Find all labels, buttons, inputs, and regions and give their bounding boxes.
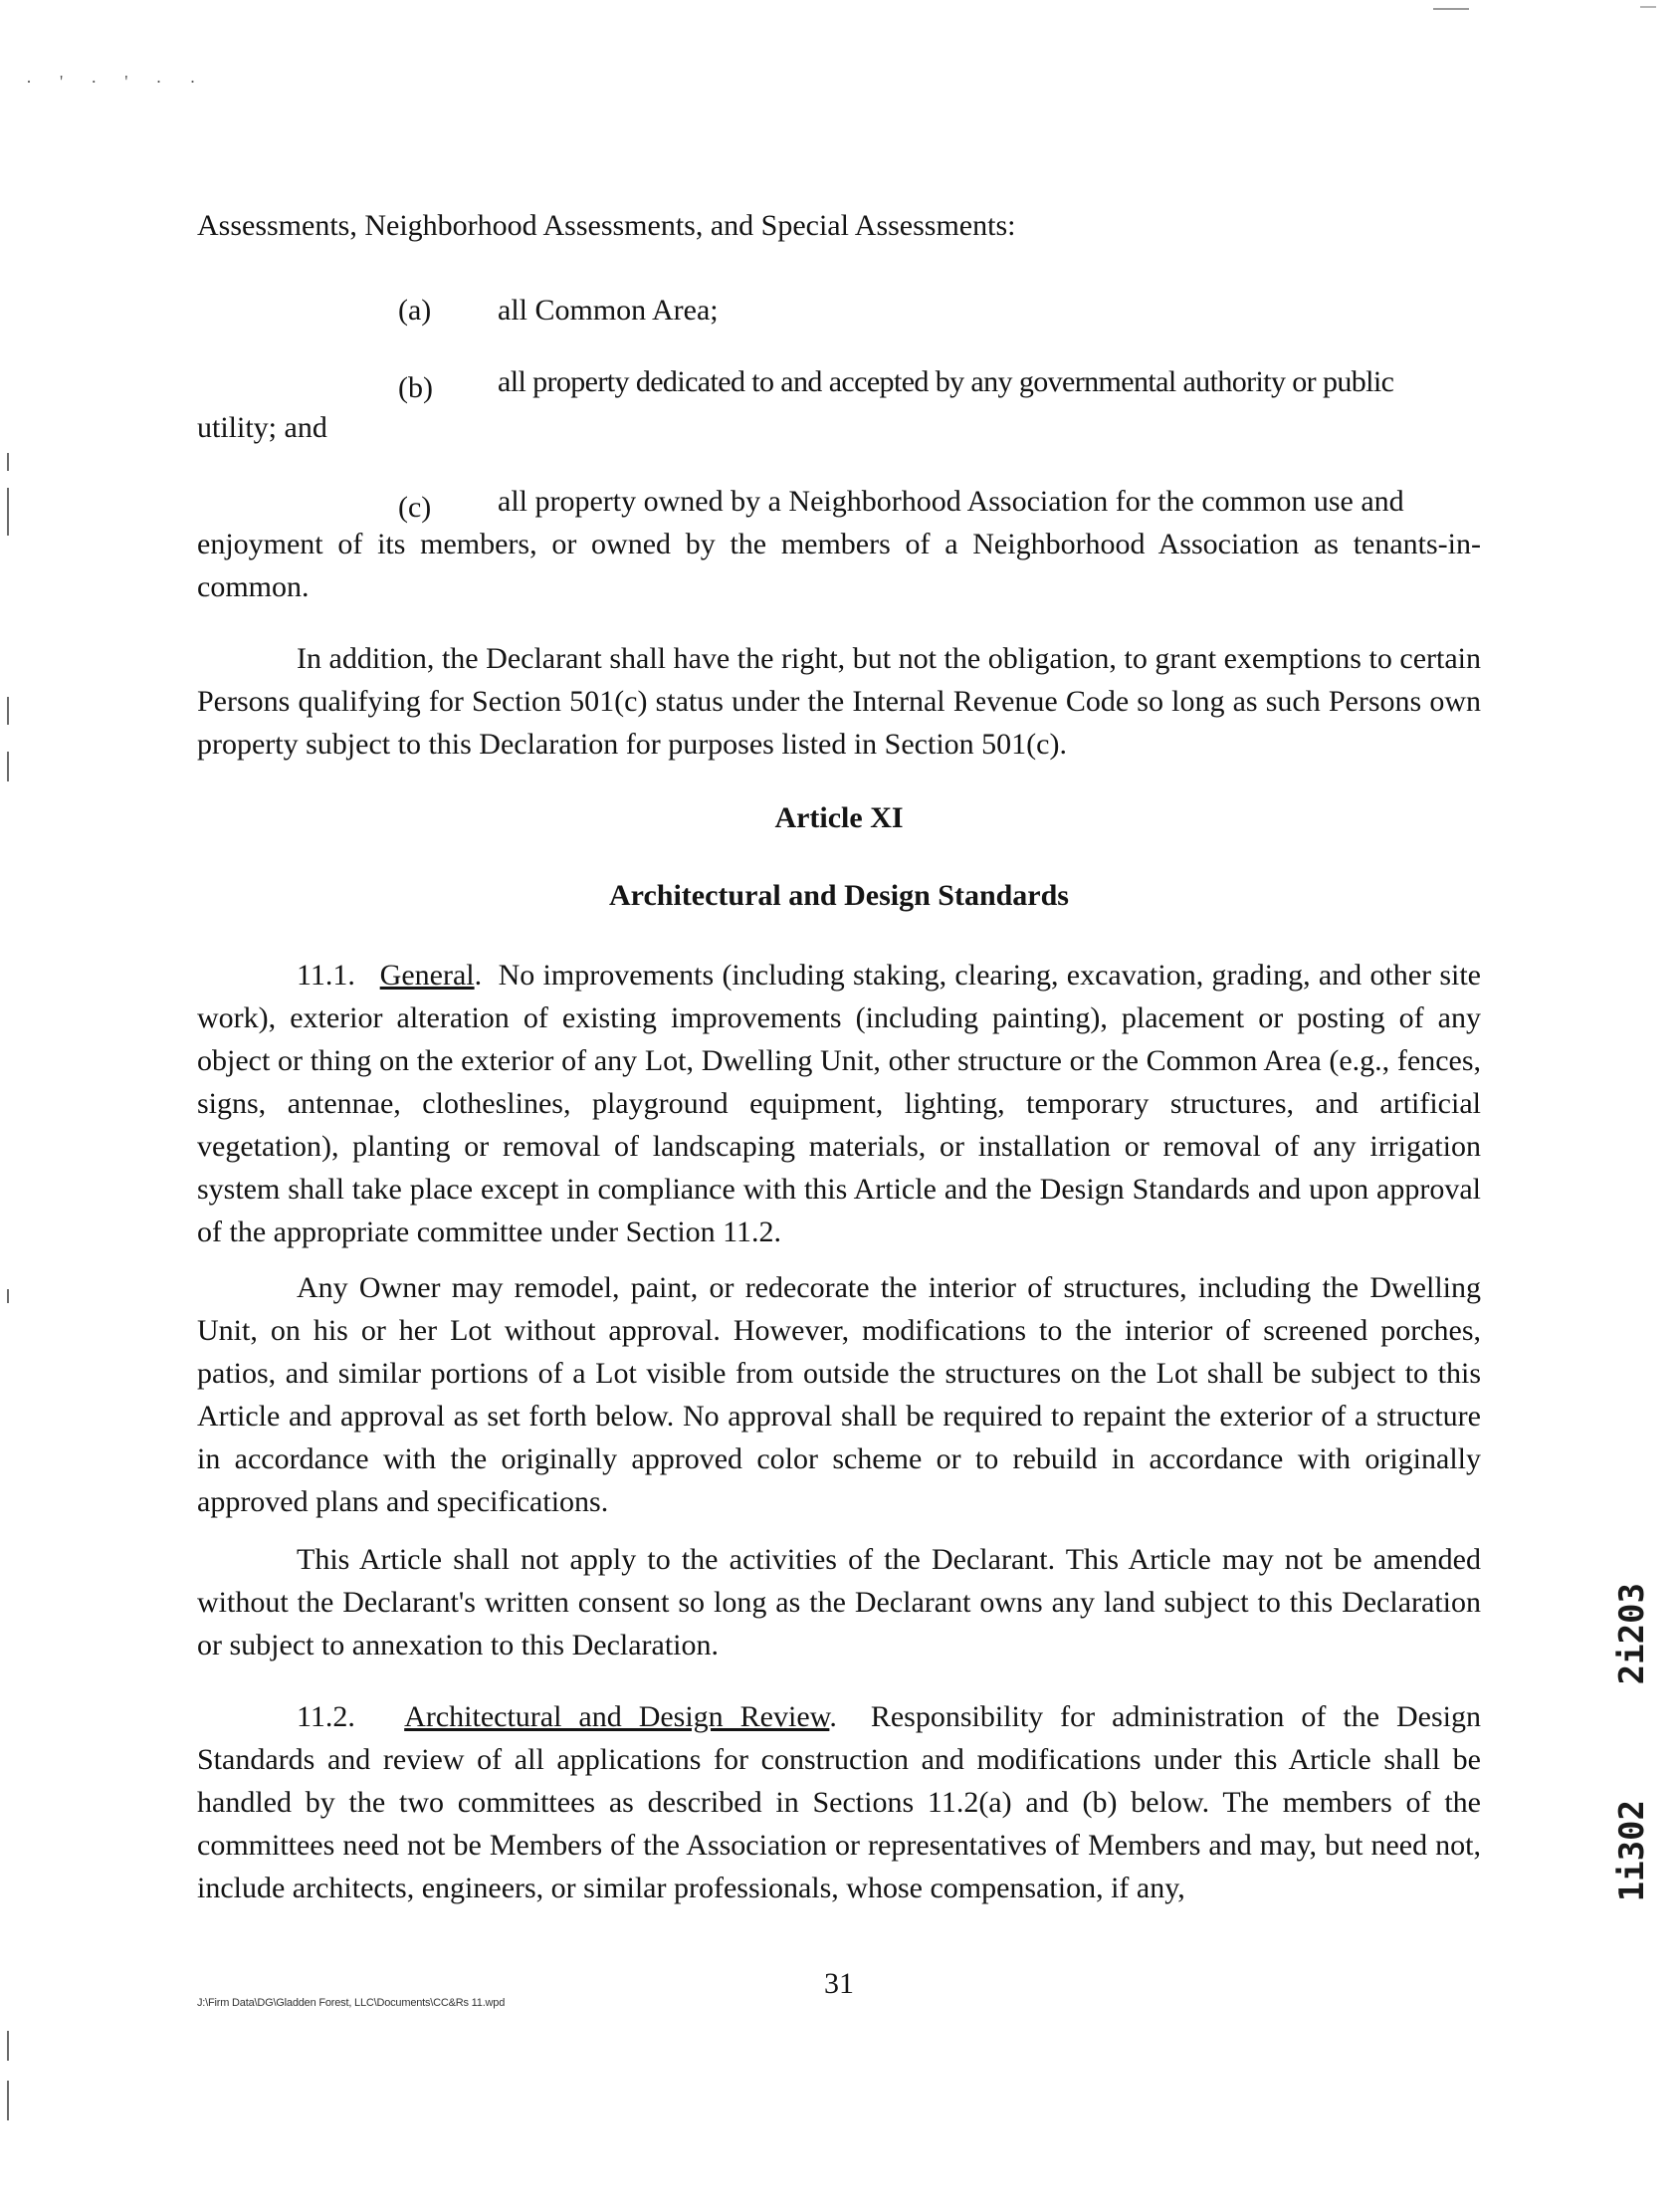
exemption-paragraph: In addition, the Declarant shall have the right, but not the obligation, to grant exemptions to certain Persons qualifying for Section 501(c) status under the Internal Revenue Code so long as such Persons own property subject to this Declaration for purposes listed in Section 501(c). (197, 642, 1481, 761)
owner-paragraph: Any Owner may remodel, paint, or redecorate the interior of structures, including the Dwelling Unit, on his or her Lot without approval. However, modifications to the interior of screened porches, patios, and similar portions of a Lot visible from outside the structures on the Lot shall be subject to this Article and approval as set forth below. No approval shall be required to repaint the exterior of a structure in accordance with the originally approved color scheme or to rebuild in accordance with originally approved plans and specifications. (197, 1271, 1481, 1518)
owner-paragraph-block (197, 1266, 1481, 1523)
section-11-2 (197, 1695, 1481, 1909)
exemption-paragraph-block (197, 637, 1481, 766)
declarant-paragraph-block (197, 1538, 1481, 1666)
scan-edge-mark (7, 453, 9, 471)
footer-file-path: J:\Firm Data\DG\Gladden Forest, LLC\Documents\CC&Rs 11.wpd (197, 1997, 506, 2009)
lead-line (197, 204, 1481, 247)
declarant-paragraph: This Article shall not apply to the activities of the Declarant. This Article may not be amended without the Declarant's written consent so long as the Declarant owns any land subject to this Declaration or subject to annexation to this Declaration. (197, 1543, 1481, 1661)
article-label: Article XI (774, 801, 904, 834)
article-title: Architectural and Design Standards (609, 879, 1069, 912)
scan-edge-mark (7, 488, 9, 536)
recording-stamp-upper: 2i203 (1612, 1583, 1652, 1685)
scan-edge-mark (7, 2031, 9, 2061)
scan-specks: ·'·'·· (26, 72, 224, 92)
item-c-marker: (c) (398, 491, 432, 524)
item-c-continuation-block (197, 523, 1481, 608)
item-a-text: all Common Area; (498, 294, 719, 327)
section-11-2-title: Architectural and Design Review (404, 1700, 830, 1733)
section-11-1 (197, 954, 1481, 1253)
recording-stamp-lower: 1i302 (1612, 1800, 1652, 1902)
scan-edge-mark (7, 697, 9, 725)
section-11-1-title: General (379, 959, 475, 992)
scan-edge-mark (1433, 8, 1469, 10)
section-11-1-body: No improvements (including staking, clearing, excavation, grading, and other site work), exterior alteration of existing improvements (including painting), placement or posting of any object or thing on the exterior of any Lot, Dwelling Unit, other structure or the Common Area (e.g., fences, signs, antennae, clotheslines, playground equipment, lighting, temporary structures, and artificial vegetation), planting or removal of landscaping materials, or installation or removal of any irrigation system shall take place except in compliance with this Article and the Design Standards and upon approval of the appropriate committee under Section 11.2. (197, 959, 1482, 1248)
scan-edge-mark (7, 1289, 9, 1303)
item-c-continuation: enjoyment of its members, or owned by the members of a Neighborhood Association as tenants-in-common. (197, 528, 1481, 603)
section-11-2-number: 11.2. (297, 1700, 355, 1733)
item-a-marker: (a) (398, 294, 432, 327)
scan-edge-mark (7, 752, 9, 781)
page-number: 31 (824, 1967, 854, 2000)
item-b-continuation: utility; and (197, 411, 327, 444)
section-11-1-paragraph: 11.1. General. No improvements (including staking, clearing, excavation, grading, and other site work), exterior alteration of existing improvements (including painting), placement or posting of any object or thing on the exterior of any Lot, Dwelling Unit, other structure or the Common Area (e.g., fences, signs, antennae, clotheslines, playground equipment, lighting, temporary structures, and artificial vegetation), planting or removal of landscaping materials, or installation or removal of any irrigation system shall take place except in compliance with this Article and the Design Standards and upon approval of the appropriate committee under Section 11.2. (197, 959, 1482, 1248)
lead-line-text: Assessments, Neighborhood Assessments, and Special Assessments: (197, 209, 1016, 242)
section-11-2-paragraph: 11.2. Architectural and Design Review. Responsibility for administration of the Design Standards and review of all applications for construction and modifications under this Article shall be handled by the two committees as described in Sections 11.2(a) and (b) below. The members of the committees need not be Members of the Association or representatives of Members and may, but need not, include architects, engineers, or similar professionals, whose compensation, if any, (197, 1700, 1481, 1904)
scan-edge-mark (7, 2081, 9, 2120)
section-11-2-body: Responsibility for administration of the Design Standards and review of all applications for construction and modifications under this Article shall be handled by the two committees as described in Sections 11.2(a) and (b) below. The members of the committees need not be Members of the Association or representatives of Members and may, but need not, include architects, engineers, or similar professionals, whose compensation, if any, (197, 1700, 1481, 1904)
item-b-text: all property dedicated to and accepted by any governmental authority or public (498, 365, 1394, 398)
item-b-marker: (b) (398, 371, 433, 404)
item-c-text: all property owned by a Neighborhood Association for the common use and (498, 485, 1404, 518)
scan-edge-mark (1640, 6, 1656, 8)
section-11-1-number: 11.1. (297, 959, 355, 992)
